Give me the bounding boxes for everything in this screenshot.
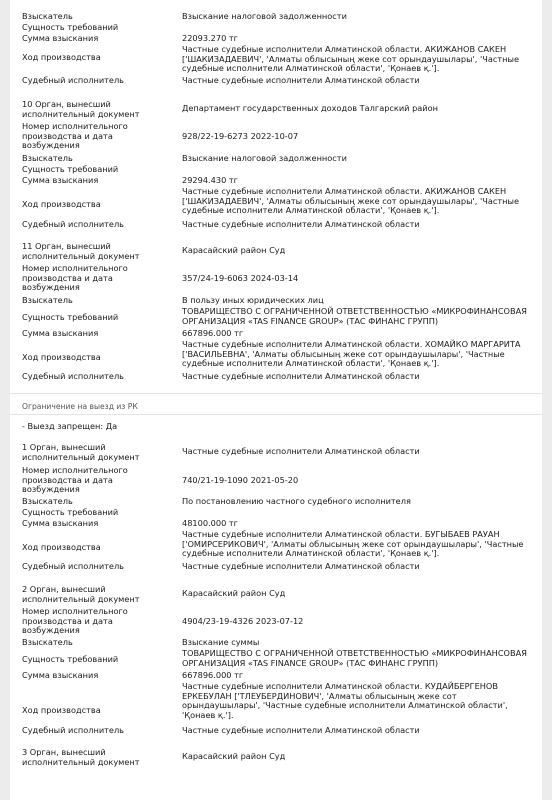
field-label: Ход производства <box>22 542 101 552</box>
field-label: Сумма взыскания <box>22 33 99 43</box>
field-label: Сущность требований <box>22 507 119 517</box>
field-label: Номер исполнительного производства и дата возбуждения <box>22 465 128 495</box>
field-value: Частные судебные исполнители Алматинской области <box>182 371 420 381</box>
field-value: ТОВАРИЩЕСТВО С ОГРАНИЧЕННОЙ ОТВЕТСТВЕННОСТЬЮ «МИКРОФИНАНСОВАЯ ОРГАНИЗАЦИЯ «TAS FINANCE GROUP» (ТАС ФИНАНС ГРУПП) <box>182 306 527 326</box>
field-value: 667896.000 тг <box>182 328 244 338</box>
section-divider <box>10 414 542 415</box>
section-title: Ограничение на выезд из РК <box>22 402 138 411</box>
field-value: Взыскание суммы <box>182 637 260 647</box>
field-value: В пользу иных юридических лиц <box>182 295 324 305</box>
field-label: Ход производства <box>22 199 101 209</box>
field-value: Частные судебные исполнители Алматинской области <box>182 446 420 456</box>
field-label: Взыскатель <box>22 153 73 163</box>
field-value: 740/21-19-1090 2021-05-20 <box>182 475 299 485</box>
exit-ban-status: - Выезд запрещен: Да <box>22 421 118 431</box>
field-value: Частные судебные исполнители Алматинской области <box>182 725 420 735</box>
field-label: Номер исполнительного производства и дата возбуждения <box>22 263 128 293</box>
field-label: Сущность требований <box>22 22 119 32</box>
field-label: Сущность требований <box>22 164 119 174</box>
field-label: Сумма взыскания <box>22 518 99 528</box>
field-label: Номер исполнительного производства и дата возбуждения <box>22 121 128 151</box>
field-value: 357/24-19-6063 2024-03-14 <box>182 273 299 283</box>
field-value: Взыскание налоговой задолженности <box>182 11 347 21</box>
field-label: 11 Орган, вынесший исполнительный документ <box>22 241 140 261</box>
field-value: Карасайский район Суд <box>182 751 286 761</box>
field-label: Сумма взыскания <box>22 328 99 338</box>
section-divider <box>10 393 542 394</box>
field-label: 1 Орган, вынесший исполнительный документ <box>22 442 140 462</box>
field-label: Сущность требований <box>22 654 119 664</box>
field-label: Взыскатель <box>22 637 73 647</box>
field-value: Взыскание налоговой задолженности <box>182 153 347 163</box>
field-value: 22093.270 тг <box>182 33 238 43</box>
field-value: Частные судебные исполнители Алматинской области <box>182 75 420 85</box>
field-value: 48100.000 тг <box>182 518 238 528</box>
document-page <box>10 0 542 800</box>
field-label: Сущность требований <box>22 312 119 322</box>
field-value: 667896.000 тг <box>182 670 244 680</box>
field-value: Частные судебные исполнители Алматинской области. АКИЖАНОВ САКЕН ['ШАКИЗАДАЕВИЧ', 'Алматы облысының жеке сот орындаушылары', 'Частные судебные исполнители Алматинской области', 'Қонаев қ.']. <box>182 186 519 216</box>
field-value: По постановлению частного судебного исполнителя <box>182 496 411 506</box>
field-value: ТОВАРИЩЕСТВО С ОГРАНИЧЕННОЙ ОТВЕТСТВЕННОСТЬЮ «МИКРОФИНАНСОВАЯ ОРГАНИЗАЦИЯ «TAS FINANCE GROUP» (ТАС ФИНАНС ГРУПП) <box>182 648 527 668</box>
field-value: 29294.430 тг <box>182 175 238 185</box>
field-label: Судебный исполнитель <box>22 725 125 735</box>
field-label: Номер исполнительного производства и дата возбуждения <box>22 606 128 636</box>
field-label: Судебный исполнитель <box>22 371 125 381</box>
field-label: Сумма взыскания <box>22 175 99 185</box>
field-label: 3 Орган, вынесший исполнительный документ <box>22 747 140 767</box>
field-label: Судебный исполнитель <box>22 219 125 229</box>
field-label: Ход производства <box>22 352 101 362</box>
field-label: Ход производства <box>22 705 101 715</box>
field-label: Судебный исполнитель <box>22 561 125 571</box>
field-label: Взыскатель <box>22 496 73 506</box>
field-value: 4904/23-19-4326 2023-07-12 <box>182 616 304 626</box>
field-label: 10 Орган, вынесший исполнительный документ <box>22 99 140 119</box>
field-value: Частные судебные исполнители Алматинской области. КУДАЙБЕРГЕНОВ ЕРКЕБУЛАН ['ТЛЕУБЕРДИНОВИЧ', 'Алматы облысының жеке сот орындаушылары', 'Частные судебные исполнители Алматинской области', 'Қонаев қ.']. <box>182 681 508 720</box>
field-value: Частные судебные исполнители Алматинской области <box>182 561 420 571</box>
field-value: Департамент государственных доходов Талгарский район <box>182 103 438 113</box>
field-label: 2 Орган, вынесший исполнительный документ <box>22 584 140 604</box>
field-value: Частные судебные исполнители Алматинской области. ХОМАЙКО МАРГАРИТА ['ВАСИЛЬЕВНА', 'Алматы облысының жеке сот орындаушылары', 'Частные судебные исполнители Алматинской области', 'Қонаев қ.']. <box>182 339 521 369</box>
field-label: Взыскатель <box>22 295 73 305</box>
field-label: Сумма взыскания <box>22 670 99 680</box>
field-label: Судебный исполнитель <box>22 75 125 85</box>
field-value: 928/22-19-6273 2022-10-07 <box>182 131 299 141</box>
field-label: Ход производства <box>22 52 101 62</box>
field-value: Частные судебные исполнители Алматинской области <box>182 219 420 229</box>
field-value: Частные судебные исполнители Алматинской области. БУГЫБАЕВ РАУАН ['ОМИРСЕРИКОВИЧ', 'Алматы облысының жеке сот орындаушылары', 'Частные судебные исполнители Алматинской области', 'Қонаев қ.']. <box>182 529 524 559</box>
field-value: Карасайский район Суд <box>182 588 286 598</box>
field-value: Карасайский район Суд <box>182 245 286 255</box>
field-label: Взыскатель <box>22 11 73 21</box>
field-value: Частные судебные исполнители Алматинской области. АКИЖАНОВ САКЕН ['ШАКИЗАДАЕВИЧ', 'Алматы облысының жеке сот орындаушылары', 'Частные судебные исполнители Алматинской области', 'Қонаев қ.']. <box>182 44 519 74</box>
